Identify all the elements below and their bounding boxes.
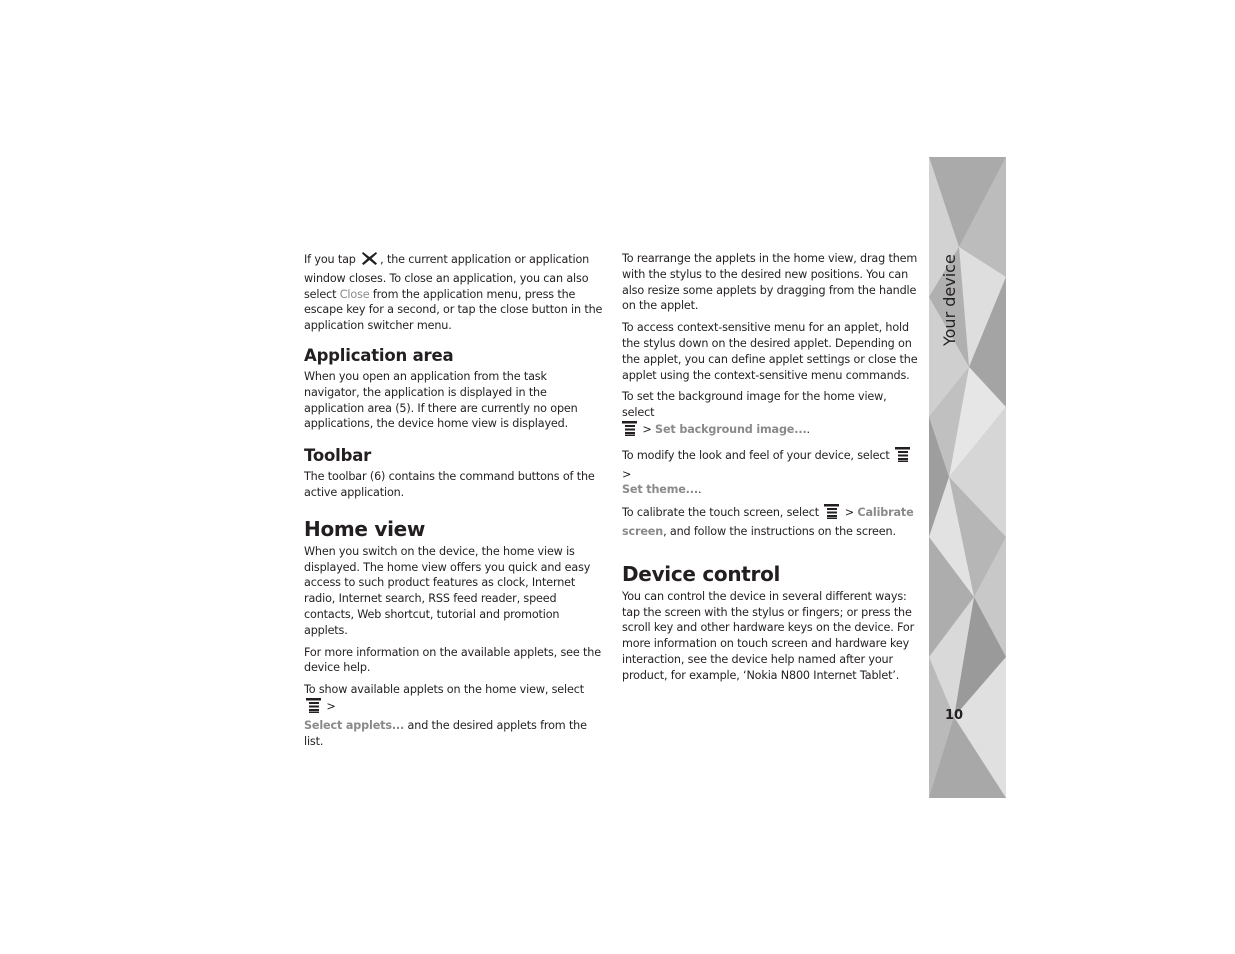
home-view-paragraph-2: For more information on the available applets, see the device help. — [304, 645, 601, 675]
text-span: To show available applets on the home view, select — [304, 683, 584, 697]
text-span: > — [639, 422, 656, 436]
home-view-paragraph-3 — [304, 682, 604, 749]
text-span: . — [697, 483, 702, 497]
context-menu-paragraph: To access context-sensitive menu for an applet, hold the stylus down on the desired applet. Depending on the applet, you can define applet settings or close the applet using the context-sensitive menu commands. — [622, 321, 918, 382]
left-column — [304, 251, 604, 755]
device-control-text: You can control the device in several different ways: tap the screen with the stylus or fingers; or press the scroll key and other hardware keys on the device. For more information on touch screen and hardware key interaction, see the device help named after your product, for example, ‘Nokia N800 Internet Tablet’. — [622, 589, 915, 682]
calibrate-screen-keyword: Calibrate screen — [622, 506, 914, 538]
menu-icon — [824, 504, 839, 524]
home-view-paragraph-1: When you switch on the device, the home view is displayed. The home view offers you quick and easy access to such product features as clock, Internet radio, Internet search, RSS feed reader, speed contacts, Web shortcut, tutorial and promotion applets. — [304, 544, 591, 637]
text-span: and the desired applets from the list. — [304, 718, 587, 748]
menu-icon — [895, 447, 910, 467]
text-span: To calibrate the touch screen, select — [622, 506, 823, 520]
intro-text-2: , the current application or application window closes. To close an application, you can also select — [304, 253, 590, 301]
text-span: > — [622, 467, 632, 481]
background-paragraph — [622, 389, 922, 440]
application-area-text: When you open an application from the task navigator, the application is displayed in the application area (5). If there are currently no open applications, the device home view is displayed. — [304, 369, 578, 431]
page-number: 10 — [945, 708, 964, 723]
device-control-heading: Device control — [622, 561, 781, 586]
rearrange-paragraph: To rearrange the applets in the home view, drag them with the stylus to the desired new positions. You can also resize some applets by dragging from the handle on the applet. — [622, 252, 918, 313]
menu-icon — [622, 421, 637, 441]
text-span: To modify the look and feel of your device, select — [622, 448, 893, 462]
text-span: To set the background image for the home view, select — [622, 390, 887, 420]
text-span: > — [323, 699, 336, 713]
menu-icon — [306, 698, 321, 718]
close-x-icon — [361, 251, 378, 271]
set-background-keyword: Set background image... — [655, 422, 807, 436]
home-view-heading: Home view — [304, 516, 426, 541]
calibrate-paragraph — [622, 504, 922, 540]
set-theme-keyword: Set theme... — [622, 483, 698, 497]
text-span: , and follow the instructions on the screen. — [663, 524, 896, 538]
close-keyword: Close — [339, 287, 370, 301]
intro-paragraph — [304, 251, 604, 334]
toolbar-text: The toolbar (6) contains the command buttons of the active application. — [304, 470, 595, 499]
chapter-title: Your device — [940, 254, 959, 346]
intro-text-3: from the application menu, press the escape key for a second, or tap the close button in the application switcher menu. — [304, 287, 603, 333]
toolbar-heading: Toolbar — [304, 446, 372, 466]
text-span: . — [806, 422, 810, 436]
right-column — [622, 251, 922, 690]
text-span: > — [841, 506, 858, 520]
theme-paragraph — [622, 447, 922, 498]
application-area-heading: Application area — [304, 345, 454, 365]
select-applets-keyword: Select applets... — [304, 718, 405, 732]
intro-text-1: If you tap — [304, 253, 360, 266]
